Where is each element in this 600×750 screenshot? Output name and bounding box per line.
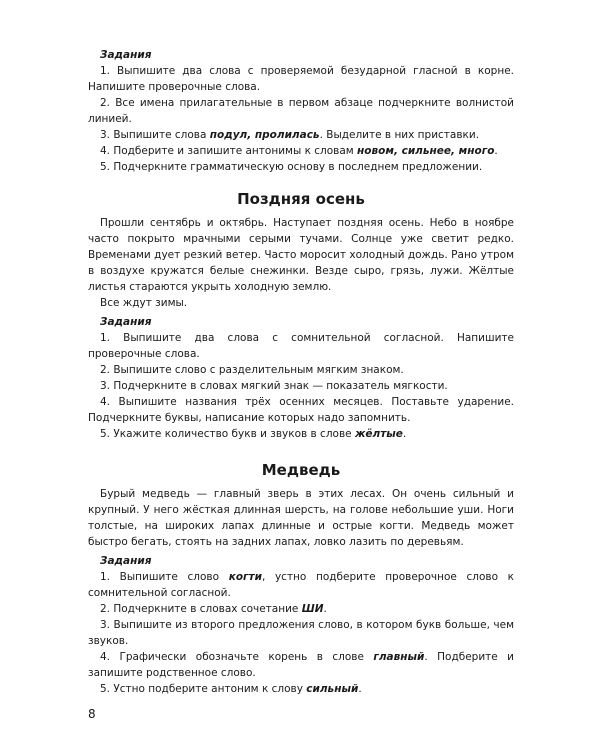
tasks-heading: Задания bbox=[100, 555, 152, 567]
section-late-autumn bbox=[88, 189, 514, 442]
task-item: 2. Подчеркните в словах сочетание ШИ. bbox=[100, 603, 327, 615]
text-paragraph: Бурый медведь — главный зверь в этих лесах. Он очень сильный и крупный. У него жёсткая длинная шерсть, на голове небольшие уши. Ноги толстые, на широких лапах длинные и острые когти. Медведь может быстро бегать, стоять на задних лапах, ловко лазить по деревьям. bbox=[88, 488, 514, 548]
task-item: 4. Выпишите названия трёх осенних месяцев. Поставьте ударение. Подчеркните буквы, написание которых надо запомнить. bbox=[88, 396, 514, 424]
task-item: 2. Выпишите слово с разделительным мягким знаком. bbox=[100, 364, 404, 376]
tasks-heading: Задания bbox=[100, 316, 152, 328]
tasks-heading: Задания bbox=[100, 49, 152, 61]
task-item: 3. Выпишите слова подул, пролилась. Выделите в них приставки. bbox=[100, 129, 480, 141]
task-item: 5. Укажите количество букв и звуков в слове жёлтые. bbox=[100, 428, 407, 440]
section-title: Поздняя осень bbox=[237, 190, 365, 208]
task-item: 1. Выпишите слово когти, устно подберите проверочное слово к сомнительной согласной. bbox=[88, 571, 514, 599]
task-item: 3. Подчеркните в словах мягкий знак — показатель мягкости. bbox=[100, 380, 448, 392]
task-item: 1. Выпишите два слова с проверяемой безударной гласной в корне. Напишите проверочные слова. bbox=[88, 65, 514, 93]
page-content bbox=[88, 48, 514, 697]
section1-tasks bbox=[88, 48, 514, 175]
task-item: 4. Графически обозначьте корень в слове главный. Подберите и запишите родственное слово. bbox=[88, 651, 514, 679]
text-paragraph: Все ждут зимы. bbox=[100, 297, 188, 309]
section-bear bbox=[88, 460, 514, 697]
page-number: 8 bbox=[88, 707, 96, 721]
task-item: 3. Выпишите из второго предложения слово, в котором букв больше, чем звуков. bbox=[88, 619, 514, 647]
section-title: Медведь bbox=[261, 461, 341, 479]
task-item: 4. Подберите и запишите антонимы к словам новом, сильнее, много. bbox=[100, 145, 498, 157]
task-item: 2. Все имена прилагательные в первом абзаце подчеркните волнистой линией. bbox=[88, 97, 514, 125]
task-item: 5. Подчеркните грамматическую основу в последнем предложении. bbox=[100, 161, 483, 173]
task-item: 1. Выпишите два слова с сомнительной согласной. Напишите проверочные слова. bbox=[88, 332, 514, 360]
task-item: 5. Устно подберите антоним к слову сильный. bbox=[100, 683, 362, 695]
text-paragraph: Прошли сентябрь и октябрь. Наступает поздняя осень. Небо в ноябре часто покрыто мрачными серыми тучами. Солнце уже светит редко. Временами дует резкий ветер. Часто моросит холодный дождь. Рано утром в воздухе кружатся белые снежинки. Везде сыро, грязь, лужи. Жёлтые листья стараются укрыть холодную землю. bbox=[88, 217, 514, 293]
